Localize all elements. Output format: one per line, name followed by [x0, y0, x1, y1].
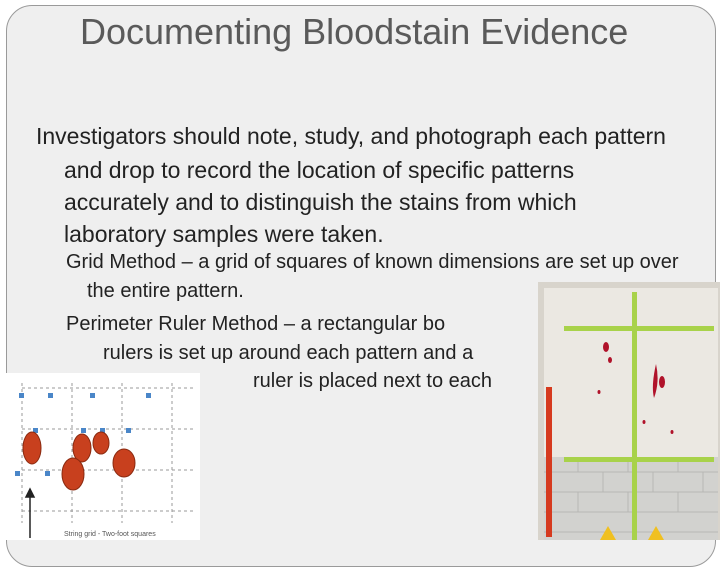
grid-marker	[146, 393, 151, 398]
block-wall	[544, 457, 718, 540]
red-rod	[546, 387, 552, 537]
horizontal-ruler	[564, 457, 714, 462]
wall-photo-illustration	[538, 282, 720, 540]
main-bullet	[36, 120, 674, 250]
grid-marker	[15, 471, 20, 476]
bloodstain-photo	[538, 282, 720, 540]
figure-caption: String grid - Two-foot squares	[64, 531, 156, 538]
arrow-head	[26, 489, 34, 497]
bloodstain	[23, 432, 41, 464]
bloodstain	[93, 432, 109, 454]
grid-marker	[90, 393, 95, 398]
blood-drop	[659, 376, 665, 388]
sub-bullet-text: Grid Method – a grid of squares of known dimensions are set up over the entire pattern.	[66, 251, 679, 302]
sub-bullet-line: Perimeter Ruler Method – a rectangular bo	[66, 313, 446, 335]
blood-drop	[598, 390, 601, 394]
blood-drop	[608, 357, 612, 363]
blood-drop	[671, 430, 674, 434]
sub-bullet-line: rulers is set up around each pattern and a	[103, 342, 474, 364]
bloodstain	[62, 458, 84, 490]
grid-marker	[48, 393, 53, 398]
string-grid-figure	[0, 373, 200, 540]
slide-title: Documenting Bloodstain Evidence	[80, 11, 629, 52]
sub-bullet-line: ruler is placed next to each	[253, 370, 493, 392]
grid-marker	[19, 393, 24, 398]
grid-marker	[126, 428, 131, 433]
grid-marker	[45, 471, 50, 476]
blood-drop	[603, 342, 609, 352]
bloodstain	[113, 449, 135, 477]
blood-drop	[643, 420, 646, 424]
string-grid-diagram	[0, 373, 200, 540]
bloodstain	[73, 434, 91, 462]
grid-marker	[81, 428, 86, 433]
horizontal-ruler	[564, 326, 714, 331]
main-bullet-text: Investigators should note, study, and photograph each pattern and drop to record the location of specific patterns accurately and to distinguish the stains from which laboratory samples were taken.	[36, 123, 666, 247]
